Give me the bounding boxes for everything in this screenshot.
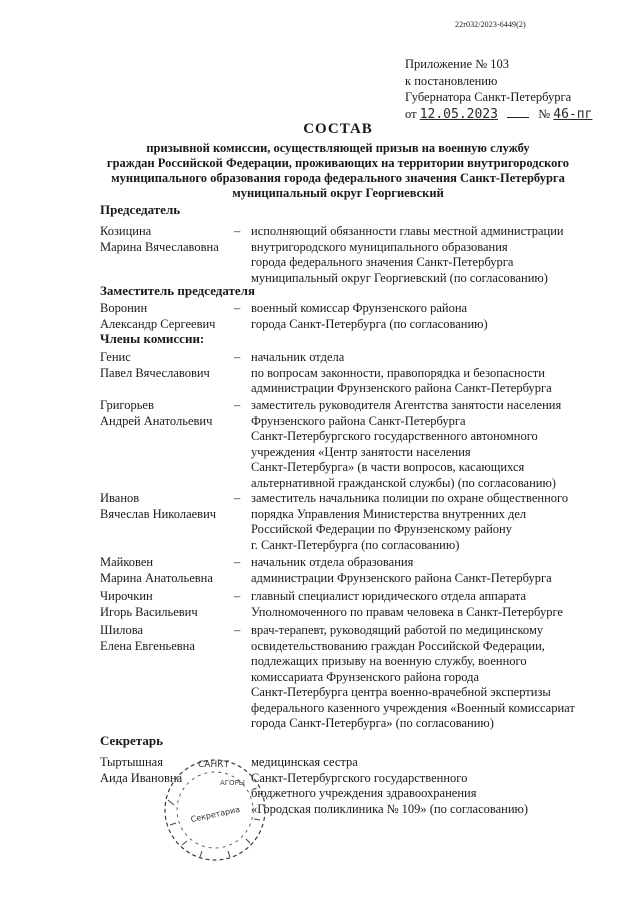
member-given-name: Александр Сергеевич: [100, 316, 216, 331]
member-name: [100, 301, 240, 332]
member-name: [100, 224, 240, 255]
section-deputy: Заместитель председателя: [100, 283, 256, 298]
member-position: исполняющий обязанности главы местной администрации внутригородского муниципального образования города федерального значения Санкт-Петербурга муниципальный округ Георгиевский (по согласованию): [251, 224, 564, 285]
member-surname: Генис: [100, 350, 131, 364]
document-id: 22r032/2023-6449(2): [455, 20, 526, 29]
from-label: от: [405, 106, 417, 121]
dash: –: [234, 398, 241, 412]
dash: –: [234, 491, 241, 505]
member-position: медицинская сестра Санкт-Петербургского государственного бюджетного учреждения здравоохранения «Городская поликлиника № 109» (по согласованию): [251, 755, 529, 816]
member-given-name: Аида Ивановна: [100, 770, 183, 785]
member-surname: Майковен: [100, 555, 154, 569]
blank-line: [507, 107, 529, 118]
member-position: главный специалист юридического отдела аппарата Уполномоченного по правам человека в Санкт-Петербурге: [251, 589, 563, 619]
appendix-number: 46-пг: [553, 106, 593, 122]
appendix-block: [405, 56, 592, 123]
member-given-name: Андрей Анатольевич: [100, 413, 213, 428]
member-name: [100, 350, 240, 381]
member-name: [100, 589, 240, 620]
member-given-name: Елена Евгеньевна: [100, 638, 195, 653]
dash: –: [234, 350, 241, 364]
appendix-date: 12.05.2023: [419, 106, 498, 122]
member-surname: Чирочкин: [100, 589, 153, 603]
member-given-name: Марина Анатольевна: [100, 570, 213, 585]
dash: –: [234, 555, 241, 569]
member-given-name: Павел Вячеславович: [100, 365, 210, 380]
title-block: [60, 121, 616, 201]
member-name: [100, 491, 240, 522]
section-chairman: Председатель: [100, 202, 181, 217]
member-name: [100, 555, 240, 586]
appendix-line: Губернатора Санкт-Петербурга: [405, 90, 572, 104]
member-position: заместитель начальника полиции по охране общественного порядка Управления Министерства внутренних дел Российской Федерации по Фрунзенскому району г. Санкт-Петербурга (по согласованию): [251, 491, 569, 552]
member-position: начальник отдела по вопросам законности, правопорядка и безопасности администрации Фрунзенского района Санкт-Петербурга: [251, 350, 552, 395]
member-given-name: Вячеслав Николаевич: [100, 506, 217, 521]
member-surname: Шилова: [100, 623, 144, 637]
appendix-line: к постановлению: [405, 73, 498, 88]
seal-stamp-icon: [160, 745, 270, 875]
member-position: заместитель руководителя Агентства занятости населения Фрунзенского района Санкт-Петербурга Санкт-Петербургского государственного автономного учреждения «Центр занятости населения Санкт-Петербурга» (в части вопросов, касающихся альтернативной гражданской службы) (по согласованию): [251, 398, 562, 490]
member-surname: Козицина: [100, 224, 152, 238]
appendix-line: Приложение № 103: [405, 57, 510, 71]
member-surname: Григорьев: [100, 398, 154, 412]
member-surname: Воронин: [100, 301, 148, 315]
member-surname: Тыртышная: [100, 755, 163, 769]
section-secretary: Секретарь: [100, 733, 163, 748]
member-surname: Иванов: [100, 491, 140, 505]
section-members: Члены комиссии:: [100, 331, 205, 346]
member-name: [100, 398, 240, 429]
number-label: №: [538, 106, 551, 121]
member-name: [100, 623, 240, 654]
stamp-middle-text: Секретариа: [189, 804, 241, 825]
member-position: военный комиссар Фрунзенского района города Санкт-Петербурга (по согласованию): [251, 301, 488, 331]
subtitle-line: граждан Российской Федерации, проживающих на территории внутригородского: [106, 156, 570, 170]
subtitle-line: муниципального образования города федерального значения Санкт-Петербурга: [111, 171, 565, 185]
stamp-side-text: АГОРЫ: [220, 779, 245, 787]
dash: –: [234, 224, 241, 238]
document-title: СОСТАВ: [303, 121, 373, 137]
subtitle-line: призывной комиссии, осуществляющей призыв на военную службу: [146, 141, 530, 155]
member-position: начальник отдела образования администрации Фрунзенского района Санкт-Петербурга: [251, 555, 552, 585]
member-position: врач-терапевт, руководящий работой по медицинскому освидетельствованию граждан Российской Федерации, подлежащих призыву на военную службу, военного комиссариата Фрунзенского района города Санкт-Петербурга центра военно-врачебной экспертизы федерального казенного учреждения «Военный комиссариат города Санкт-Петербурга» (по согласованию): [251, 623, 575, 730]
subtitle-line: муниципальный округ Георгиевский: [232, 186, 444, 200]
dash: –: [234, 301, 241, 315]
member-given-name: Игорь Васильевич: [100, 604, 198, 619]
stamp-top-text: САНКТ: [198, 760, 230, 770]
member-given-name: Марина Вячеславовна: [100, 239, 219, 254]
dash: –: [234, 589, 241, 603]
dash: –: [234, 623, 241, 637]
